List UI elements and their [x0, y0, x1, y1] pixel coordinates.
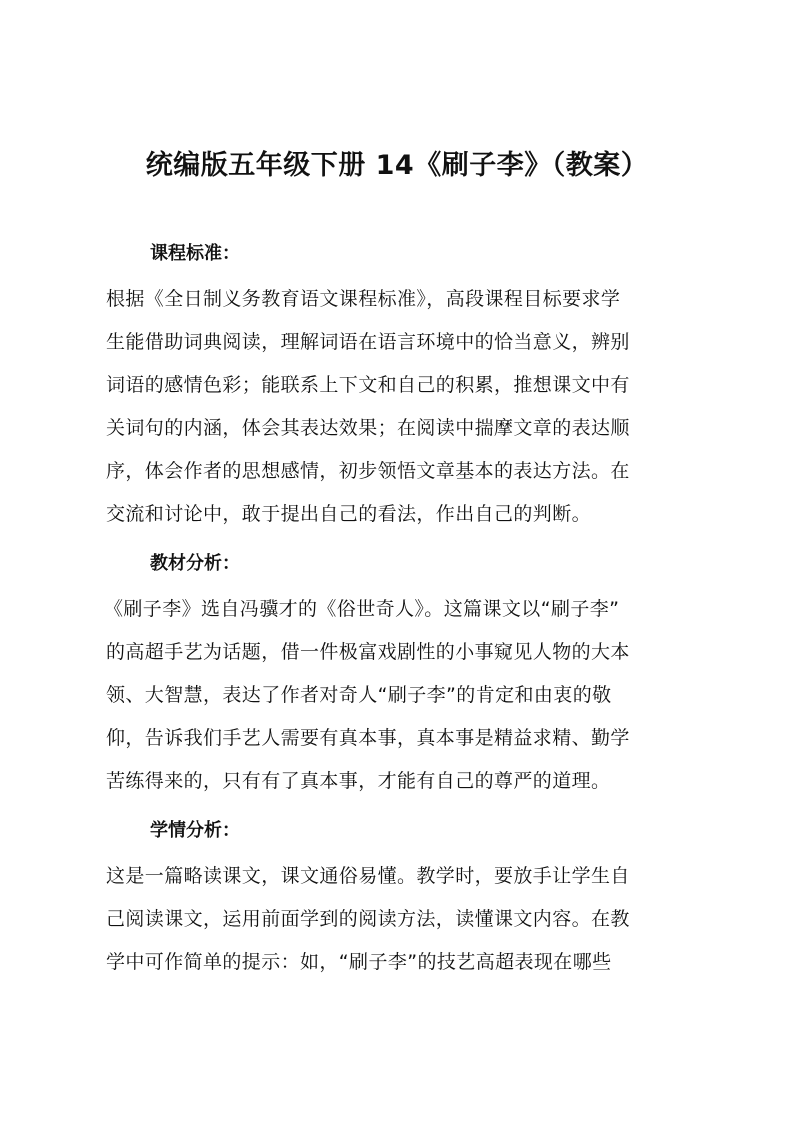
paragraph-line: 根据《全日制义务教育语文课程标准》，高段课程目标要求学	[106, 288, 621, 310]
paragraph-line: 己阅读课文，运用前面学到的阅读方法，读懂课文内容。在教	[106, 908, 630, 930]
paragraph-line: 关词句的内涵，体会其表达效果；在阅读中揣摩文章的表达顺	[106, 417, 630, 439]
paragraph-line: 词语的感情色彩；能联系上下文和自己的积累，推想课文中有	[106, 374, 630, 396]
paragraph-line: 交流和讨论中，敢于提出自己的看法，作出自己的判断。	[106, 503, 592, 525]
section-heading-textbook-analysis: 教材分析：	[150, 553, 240, 574]
section-heading-curriculum-standard: 课程标准：	[150, 243, 240, 264]
paragraph-line: 《刷子李》选自冯骥才的《俗世奇人》。这篇课文以“刷子李”	[104, 598, 620, 620]
paragraph-line: 苦练得来的，只有有了真本事，才能有自己的尊严的道理。	[106, 770, 611, 792]
paragraph-line: 序，体会作者的思想感情，初步领悟文章基本的表达方法。在	[106, 460, 630, 482]
paragraph-line: 领、大智慧，表达了作者对奇人“刷子李”的肯定和由衷的敬	[106, 684, 612, 706]
section-heading-learner-analysis: 学情分析：	[150, 820, 240, 841]
paragraph-line: 的高超手艺为话题，借一件极富戏剧性的小事窥见人物的大本	[106, 641, 630, 663]
document-title: 统编版五年级下册 14《刷子李》（教案）	[145, 150, 649, 181]
paragraph-line: 这是一篇略读课文，课文通俗易懂。教学时，要放手让学生自	[106, 865, 630, 887]
paragraph-line: 生能借助词典阅读，理解词语在语言环境中的恰当意义，辨别	[106, 331, 630, 353]
paragraph-line: 学中可作简单的提示：如，“刷子李”的技艺高超表现在哪些	[106, 951, 612, 973]
paragraph-line: 仰，告诉我们手艺人需要有真本事，真本事是精益求精、勤学	[106, 727, 630, 749]
